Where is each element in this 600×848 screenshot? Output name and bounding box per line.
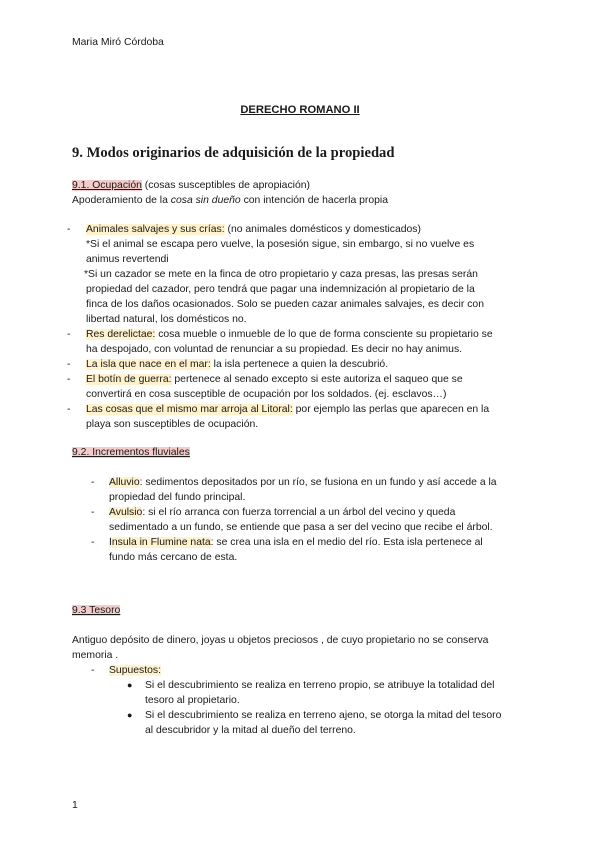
- page-number: 1: [72, 800, 78, 811]
- term-res-derelictae: Res derelictae:: [86, 329, 156, 340]
- list-dash: -: [67, 359, 71, 370]
- list-dash: -: [91, 477, 95, 488]
- intro-prefix: Apoderamiento de la: [72, 195, 171, 206]
- text-alluvio: : sedimentos depositados por un río, se fusiona en un fundo y así accede a la: [139, 477, 497, 488]
- list-item-animales: [86, 222, 536, 238]
- text-botin: pertenece al senado excepto si este autoriza el saqueo que se: [171, 374, 463, 385]
- tesoro-bullet-2-line1: Si el descubrimiento se realiza en terreno ajeno, se otorga la mitad del tesoro: [145, 710, 502, 721]
- bullet-dot: ●: [127, 680, 133, 690]
- list-item-isla: [86, 357, 536, 373]
- animal-note-2-line3: finca de los daños ocasionados. Solo se pueden cazar animales salvajes, es decir con: [86, 299, 484, 310]
- bullet-dot: ●: [127, 710, 133, 720]
- subsection-9-1-title: [72, 178, 532, 194]
- section-heading: 9. Modos originarios de adquisición de la propiedad: [72, 145, 395, 161]
- term-insula: Insula in Flumine nata: [109, 537, 211, 548]
- document-title: DERECHO ROMANO II: [240, 104, 360, 116]
- term-animales: Animales salvajes y sus crías:: [86, 224, 225, 235]
- animal-note-2-line1: *Si un cazador se mete en la finca de otro propietario y caza presas, las presas serán: [84, 269, 478, 280]
- list-dash: -: [91, 507, 95, 518]
- subsection-9-2-label: 9.2. Incrementos fluviales: [72, 447, 190, 458]
- avulsio-line2: sedimentado a un fundo, se entiende que pasa a ser del vecino que recibe el árbol.: [109, 522, 493, 533]
- botin-line2: convertirá en cosa susceptible de ocupación por los soldados. (ej. esclavos…): [86, 389, 447, 400]
- tesoro-bullet-1-line2: tesoro al propietario.: [145, 695, 240, 706]
- list-dash: -: [67, 374, 71, 385]
- term-alluvio: Alluvio: [109, 477, 140, 488]
- list-dash: -: [67, 404, 71, 415]
- occupation-intro: [72, 193, 532, 209]
- author-name: Maria Miró Córdoba: [72, 37, 164, 48]
- text-cosas-mar: por ejemplo las perlas que aparecen en la: [292, 404, 490, 415]
- subsection-9-1-suffix: (cosas susceptibles de apropiación): [141, 180, 310, 191]
- animal-note-2-line2: propiedad del cazador, pero tendrá que pagar una indemnización al propietario de la: [86, 284, 475, 295]
- list-item-res-derelictae: [86, 327, 536, 343]
- tesoro-intro-line1: Antiguo depósito de dinero, joyas u objetos preciosos , de cuyo propietario no se conserva: [72, 635, 489, 646]
- text-avulsio: : si el río arranca con fuerza torrencial a un árbol del vecino y queda: [142, 507, 456, 518]
- subsection-9-2-title: [72, 445, 532, 461]
- subsection-9-3-label: 9.3 Tesoro: [72, 605, 121, 616]
- list-item-alluvio: [109, 475, 539, 491]
- animal-note-2-line4: libertad natural, los domésticos no.: [86, 314, 247, 325]
- term-isla: La isla que nace en el mar:: [86, 359, 211, 370]
- list-item-insula: [109, 535, 539, 551]
- alluvio-line2: propiedad del fundo principal.: [109, 492, 246, 503]
- term-botin: El botín de guerra:: [86, 374, 172, 385]
- term-supuestos: Supuestos:: [109, 665, 161, 676]
- text-isla: la isla pertenece a quien la descubrió.: [210, 359, 389, 370]
- intro-suffix: con intención de hacerla propia: [240, 195, 388, 206]
- list-dash: -: [67, 224, 71, 235]
- subsection-9-3-title: [72, 603, 532, 619]
- tesoro-intro-line2: memoria .: [72, 650, 119, 661]
- list-dash: -: [91, 537, 95, 548]
- animal-note-1-line2: animus revertendi: [86, 254, 169, 265]
- text-res-derelictae: cosa mueble o inmueble de lo que de forma consciente su propietario se: [155, 329, 493, 340]
- subsection-9-1-label: 9.1. Ocupación: [72, 180, 142, 191]
- text-animales: (no animales domésticos y domesticados): [224, 224, 421, 235]
- list-item-cosas-mar: [86, 402, 536, 418]
- insula-line2: fundo más cercano de esta.: [109, 552, 238, 563]
- list-dash: -: [91, 665, 95, 676]
- res-derelictae-line2: ha despojado, con voluntad de renunciar a su propiedad. Es decir no hay animus.: [86, 344, 463, 355]
- cosas-mar-line2: playa son susceptibles de ocupación.: [86, 419, 259, 430]
- list-item-avulsio: [109, 505, 539, 521]
- supuestos-label: [109, 663, 161, 679]
- list-item-botin: [86, 372, 536, 388]
- intro-italic: cosa sin dueño: [170, 195, 241, 206]
- list-dash: -: [67, 329, 71, 340]
- term-cosas-mar: Las cosas que el mismo mar arroja al Litoral:: [86, 404, 293, 415]
- tesoro-bullet-2-line2: al descubridor y la mitad al dueño del terreno.: [145, 725, 356, 736]
- tesoro-bullet-1-line1: Si el descubrimiento se realiza en terreno propio, se atribuye la totalidad del: [145, 680, 495, 691]
- animal-note-1-line1: *Si el animal se escapa pero vuelve, la posesión sigue, sin embargo, si no vuelve es: [86, 239, 475, 250]
- text-insula: : se crea una isla en el medio del río. Esta isla pertenece al: [210, 537, 483, 548]
- term-avulsio: Avulsio: [109, 507, 143, 518]
